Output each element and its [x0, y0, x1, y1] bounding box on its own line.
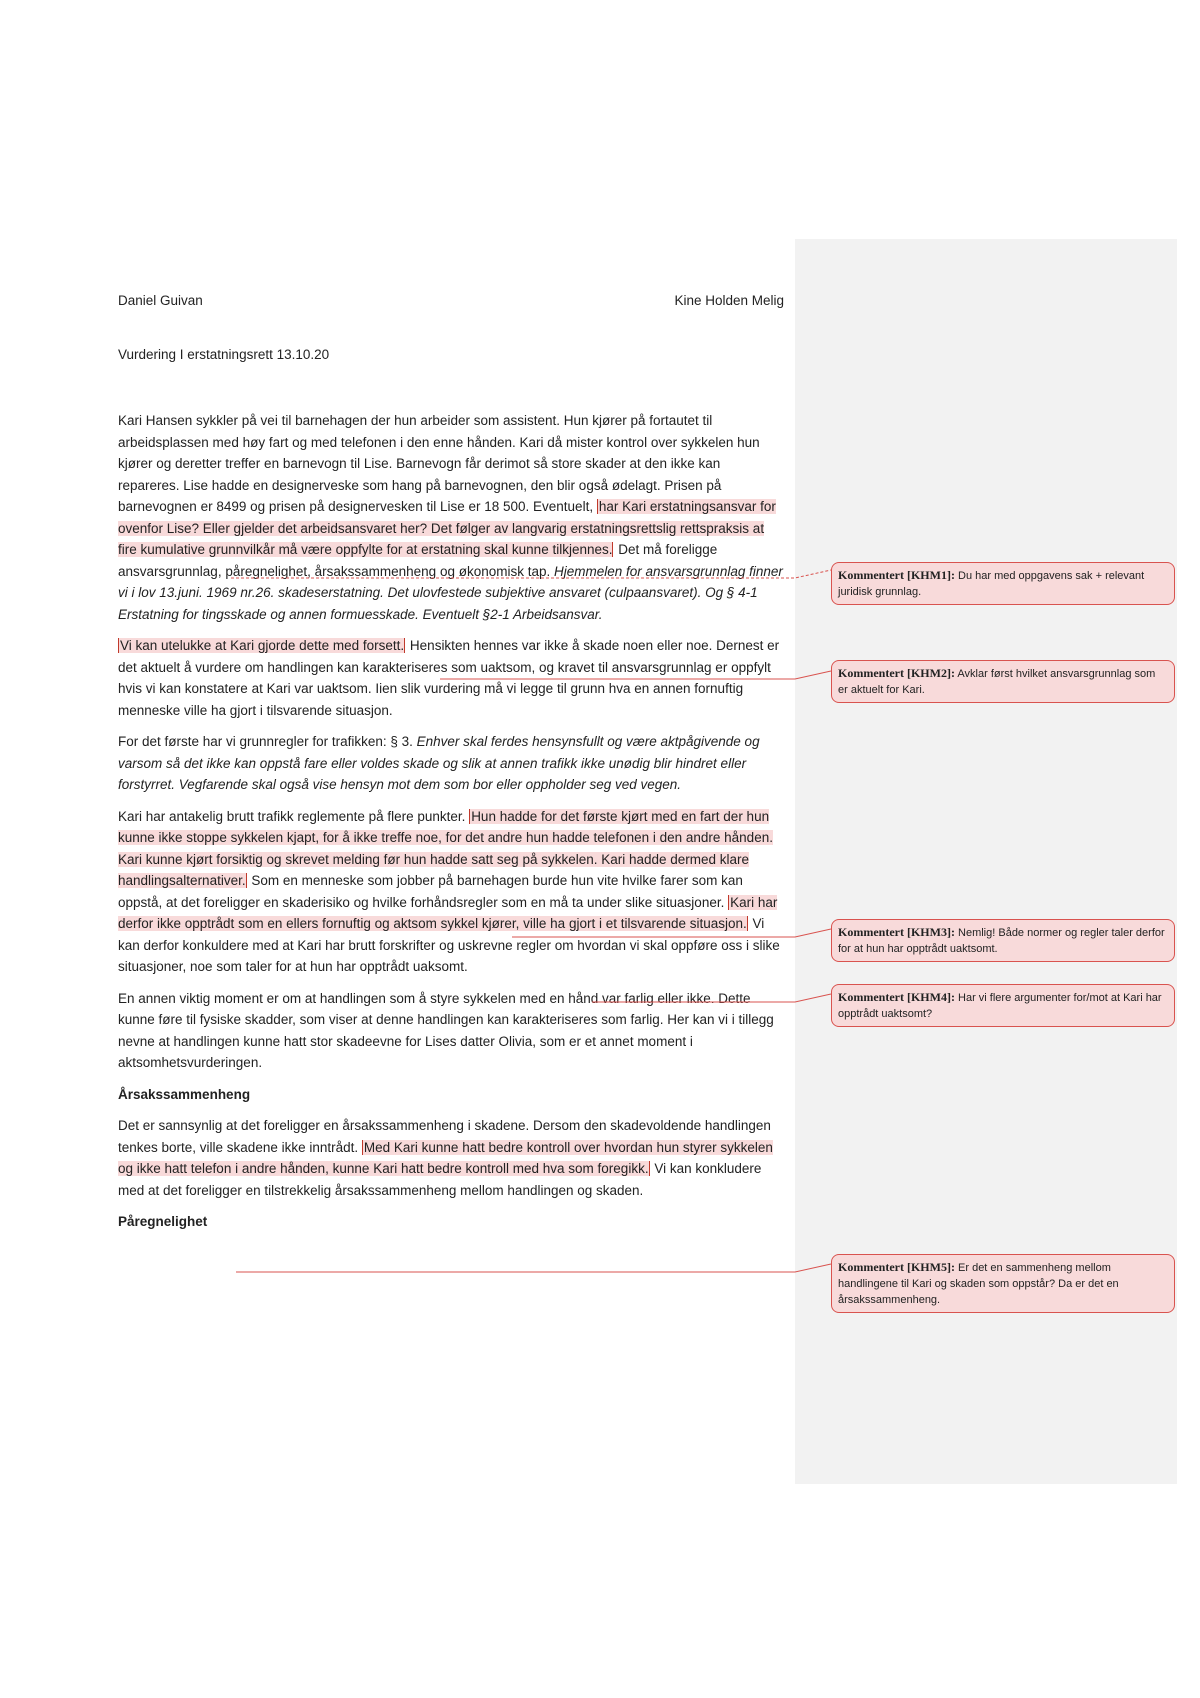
- paragraph-forsett: [118, 635, 784, 721]
- comment-label: Kommentert [KHM3]:: [838, 925, 955, 939]
- text-run: Som en menneske som jobber på barnehagen burde hun vite hvilke farer som kan oppstå, at det foreligger en skaderisiko og hvilke forhåndsregler som en må ta under slike situasjoner.: [118, 873, 743, 910]
- document-title: Vurdering I erstatningsrett 13.10.20: [118, 347, 330, 362]
- comment-text: Nemlig! Både normer og regler taler derfor for at hun har opptrådt uaktsomt.: [838, 927, 1165, 955]
- comment-khm4[interactable]: [831, 984, 1175, 1027]
- reviewer-name: Kine Holden Melig: [674, 293, 784, 308]
- paragraph-arsak: [118, 1115, 784, 1201]
- highlighted-comment-range-3[interactable]: Hun hadde for det første kjørt med en fart der hun kunne ikke stoppe sykkelen kjapt, for å ikke treffe noe, for det andre hun hadde telefonen i den andre hånden. Kari kunne kjørt forsiktig og skrevet melding før hun hadde satt seg på sykkelen. Kari hadde dermed klare handlingsalternativer.: [118, 808, 773, 888]
- comment-text: Du har med oppgavens sak + relevant juridisk grunnlag.: [838, 570, 1145, 598]
- italic-text: Hjemmelen for ansvarsgrunnlag finner vi i lov 13.juni. 1969 nr.26. skadeserstatning. Det ulovfestede subjektive ansvaret (culpaansvaret). Og § 4-1 Erstatning for tingsskade og annen formuesskade. Eventuelt §2-1 Arbeidsansvar.: [118, 563, 783, 622]
- text-run: Hensikten hennes var ikke å skade noen eller noe. Dernest er det aktuelt å vurdere om handlingen kan karakteriseres som uaktsom, og kravet til ansvarsgrunnlag er oppfylt hvis vi kan konstatere at Kari var uaktsom. Iien slik vurdering må vi legge til grunn hva en annen fornuftig menneske ville ha gjort i tilsvarende situasjon.: [118, 638, 780, 718]
- text-run: Det er sannsynlig at det foreligger en årsakssammenheng i skadene. Dersom den skadevoldende handlingen tenkes borte, ville skadene ikke inntrådt.: [118, 1118, 771, 1155]
- comment-label: Kommentert [KHM1]:: [838, 568, 955, 582]
- comment-text: Er det en sammenheng mellom handlingene til Kari og skaden som oppstår? Da er det en årsakssammenheng.: [838, 1262, 1119, 1306]
- comment-label: Kommentert [KHM2]:: [838, 666, 955, 680]
- comment-khm1[interactable]: [831, 562, 1175, 605]
- document-body: [118, 410, 784, 1243]
- italic-text: Enhver skal ferdes hensynsfullt og være aktpågivende og varsom så det ikke kan oppstå fare eller voldes skade og slik at annen trafikk ikke unødig blir hindret eller forstyrret. Vegfarende skal også vise hensyn mot dem som bor eller oppholder seg ved vegen.: [118, 734, 760, 792]
- paragraph-moment: En annen viktig moment er om at handlingen som å styre sykkelen med en hånd var farlig eller ikke. Dette kunne føre til fysiske skadder, som viser at denne handlingen kan karakteriseres som farlig. Her kan vi i tillegg nevne at handlingen kunne hatt stor skadeevne for Lises datter Olivia, som er et annet moment i aktsomhetsvurderingen.: [118, 990, 774, 1070]
- comment-khm3[interactable]: [831, 919, 1175, 962]
- paragraph-grunnregler: [118, 731, 784, 796]
- text-run: Det må foreligge ansvarsgrunnlag, påregnelighet, årsakssammenheng og økonomisk tap.: [118, 542, 718, 579]
- author-name: Daniel Guivan: [118, 293, 203, 308]
- text-run: Vi kan konkludere med at det foreligger en tilstrekkelig årsakssammenheng mellom handlingen og skaden.: [118, 1161, 762, 1198]
- comment-label: Kommentert [KHM4]:: [838, 990, 955, 1004]
- highlighted-comment-range-2[interactable]: Vi kan utelukke at Kari gjorde dette med forsett.: [120, 638, 405, 653]
- text-run: For det første har vi grunnregler for trafikken: § 3.: [118, 734, 417, 749]
- comment-text: Avklar først hvilket ansvarsgrunnlag som er aktuelt for Kari.: [838, 668, 1156, 696]
- paragraph-intro: [118, 410, 784, 625]
- text-run: Vi kan derfor konkuldere med at Kari har brutt forskrifter og uskrevne regler om hvordan vi skal oppføre oss i slike situasjoner, noe som taler for at hun har opptrådt uaksomt.: [118, 916, 780, 974]
- heading-paregnelighet: Påregnelighet: [118, 1214, 208, 1229]
- highlighted-comment-range-5[interactable]: Med Kari kunne hatt bedre kontroll over hvordan hun styrer sykkelen og ikke hatt telefon i andre hånden, kunne Kari hatt bedre kontroll med hva som foregikk.: [118, 1139, 773, 1176]
- comment-khm5[interactable]: [831, 1254, 1175, 1313]
- text-run: Kari har antakelig brutt trafikk reglemente på flere punkter.: [118, 808, 470, 824]
- comment-text: Har vi flere argumenter for/mot at Kari har opptrådt uaktsomt?: [838, 992, 1162, 1020]
- leader-line-5: [236, 1264, 831, 1272]
- heading-arsakssammenheng: Årsakssammenheng: [118, 1086, 251, 1102]
- text-run: Kari Hansen sykkler på vei til barnehagen der hun arbeider som assistent. Hun kjører på fortautet til arbeidsplassen med høy fart og med telefonen i den enne hånden. Kari då mister kontrol over sykkelen hun kjører og deretter treffer en barnevogn til Lise. Barnevogn får derimot så store skader at den ikke kan repareres. Lise hadde en designerveske som hang på barnevognen, den blir også ødelagt. Prisen på barnevognen er 8499 og prisen på designervesken til Lise er 18 500. Eventuelt,: [118, 413, 760, 514]
- comment-khm2[interactable]: [831, 660, 1175, 703]
- paragraph-trafikk: [118, 806, 784, 978]
- highlighted-comment-range-4[interactable]: Kari har derfor ikke opptrådt som en ellers fornuftig og aktsom sykkel kjører, ville ha gjort i et tilsvarende situasjon.: [118, 894, 778, 931]
- comment-label: Kommentert [KHM5]:: [838, 1260, 955, 1274]
- highlighted-comment-range-1[interactable]: har Kari erstatningsansvar for ovenfor Lise? Eller gjelder det arbeidsansvaret her? Det følger av langvarig erstatningsrettslig rettspraksis at fire kumulative grunnvilkår må være oppfylte for at erstatning skal kunne tilkjennes.: [118, 499, 776, 557]
